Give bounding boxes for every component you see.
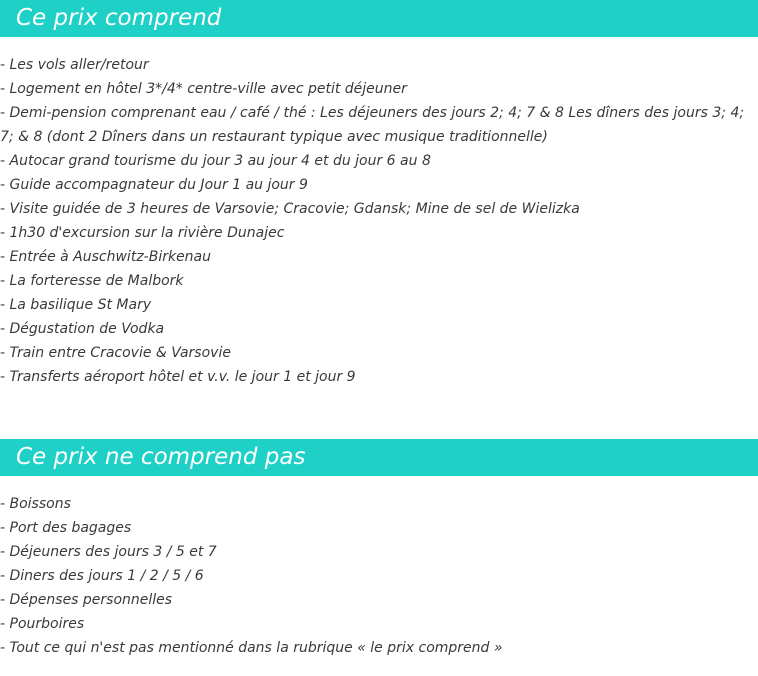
list-item: - Logement en hôtel 3*/4* centre-ville avec petit déjeuner xyxy=(0,81,407,97)
list-item: - Pourboires xyxy=(0,616,85,632)
list-item: - Train entre Cracovie & Varsovie xyxy=(0,345,231,361)
list-item: - Déjeuners des jours 3 / 5 et 7 xyxy=(0,544,217,560)
list-item: - Port des bagages xyxy=(0,520,132,536)
excluded-section-header xyxy=(0,439,758,476)
list-item: - La forteresse de Malbork xyxy=(0,273,184,289)
list-item: - Dépenses personnelles xyxy=(0,592,173,608)
list-item: - Demi-pension comprenant eau / café / thé : Les déjeuners des jours 2; 4; 7 & 8 Les dîners des jours 3; 4; 7; & 8 (dont 2 Dîners dans un restaurant typique avec musique traditionnelle) xyxy=(0,105,745,145)
included-section-title: Ce prix comprend xyxy=(16,5,222,31)
list-item: - Tout ce qui n'est pas mentionné dans la rubrique « le prix comprend » xyxy=(0,640,503,656)
list-item: - Transferts aéroport hôtel et v.v. le jour 1 et jour 9 xyxy=(0,369,356,385)
list-item: - Visite guidée de 3 heures de Varsovie; Cracovie; Gdansk; Mine de sel de Wielizka xyxy=(0,201,580,217)
list-item: - Guide accompagnateur du Jour 1 au jour 9 xyxy=(0,177,308,193)
list-item: - La basilique St Mary xyxy=(0,297,152,313)
list-item: - 1h30 d'excursion sur la rivière Dunajec xyxy=(0,225,285,241)
list-item: - Diners des jours 1 / 2 / 5 / 6 xyxy=(0,568,204,584)
list-item: - Les vols aller/retour xyxy=(0,57,149,73)
list-item: - Dégustation de Vodka xyxy=(0,321,165,337)
excluded-items-list xyxy=(0,492,752,660)
included-items-list xyxy=(0,53,752,389)
included-section-header xyxy=(0,0,758,37)
list-item: - Boissons xyxy=(0,496,71,512)
list-item: - Entrée à Auschwitz-Birkenau xyxy=(0,249,212,265)
excluded-section-title: Ce prix ne comprend pas xyxy=(16,444,306,470)
list-item: - Autocar grand tourisme du jour 3 au jour 4 et du jour 6 au 8 xyxy=(0,153,431,169)
